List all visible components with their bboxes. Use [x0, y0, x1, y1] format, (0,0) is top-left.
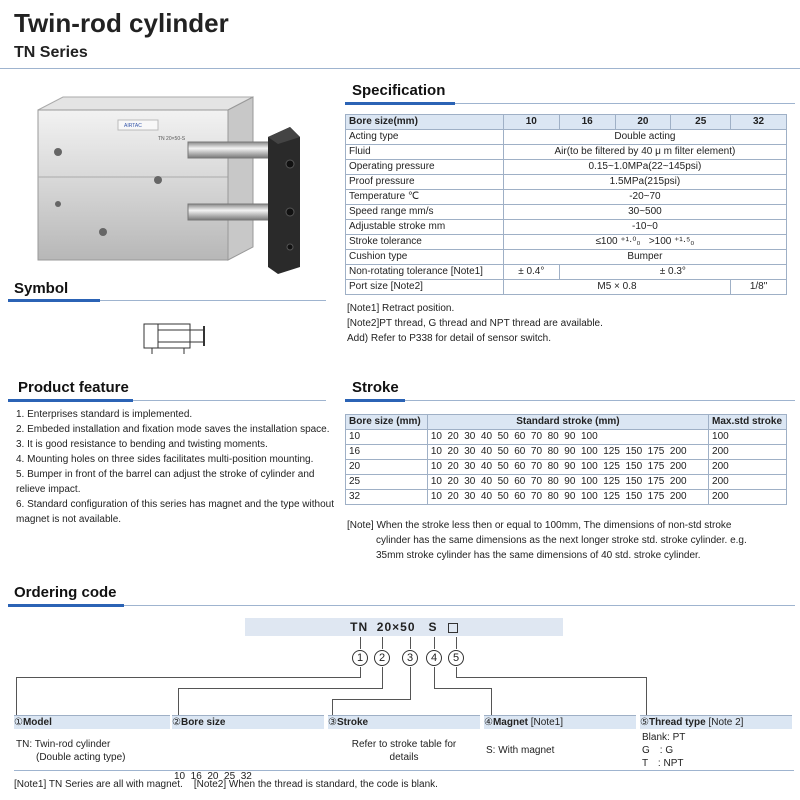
spec-value: Air(to be filtered by 40 μ m filter element)	[503, 145, 786, 160]
stroke-note-line: 35mm stroke cylinder has the same dimensions of 40 std. stroke cylinder.	[376, 550, 701, 561]
spec-value: Double acting	[503, 130, 786, 145]
spec-label: Adjustable stroke mm	[346, 220, 504, 235]
connector	[410, 637, 411, 649]
stroke-rule	[345, 400, 795, 401]
table-row	[346, 445, 787, 460]
order-line: G : G	[642, 745, 674, 756]
order-col-num: ④	[484, 717, 493, 728]
connector	[456, 637, 457, 649]
connector	[16, 677, 361, 678]
order-col-body	[642, 731, 792, 770]
stroke-bore: 10	[346, 430, 428, 445]
spec-value: M5 × 0.8	[503, 280, 730, 295]
spec-label: Proof pressure	[346, 175, 504, 190]
stroke-rule-accent	[345, 399, 405, 402]
order-col-body	[328, 738, 480, 764]
spec-label: Non-rotating tolerance [Note1]	[346, 265, 504, 280]
spec-label: Operating pressure	[346, 160, 504, 175]
spec-rule-accent	[345, 102, 455, 105]
order-line: S: With magnet	[486, 745, 555, 756]
spec-label: Stroke tolerance	[346, 235, 504, 250]
stroke-header: Bore size (mm)	[346, 415, 428, 430]
connector	[382, 667, 383, 688]
stroke-note	[347, 518, 747, 563]
spec-row	[346, 145, 787, 160]
product-model-label: TN 20×50-S	[158, 136, 186, 142]
list-item: 5. Bumper in front of the barrel can adjust the stroke of cylinder and relieve impact.	[16, 469, 315, 495]
spec-note: [Note2]PT thread, G thread and NPT thread are available.	[347, 318, 603, 329]
spec-value: 1.5MPa(215psi)	[503, 175, 786, 190]
feature-rule-accent	[8, 399, 133, 402]
order-col-note: [Note1]	[530, 717, 563, 728]
stroke-table	[345, 414, 787, 505]
order-col-num: ⑤	[640, 717, 649, 728]
order-line: T : NPT	[642, 758, 684, 769]
order-col-header	[172, 715, 324, 729]
order-col-num: ②	[172, 717, 181, 728]
symbol-rule-accent	[8, 299, 100, 302]
ordering-bottom-rule	[14, 770, 794, 771]
spec-bore-20: 20	[615, 115, 671, 130]
stroke-std: 10 20 30 40 50 60 70 80 90 100 125 150 175 200	[427, 460, 708, 475]
connector	[646, 677, 647, 715]
spec-heading: Specification	[352, 82, 446, 99]
code-circle-1: 1	[352, 650, 368, 666]
stroke-header: Standard stroke (mm)	[427, 415, 708, 430]
spec-row	[346, 130, 787, 145]
spec-row	[346, 280, 787, 295]
list-item: 6. Standard configuration of this series has magnet and the type without magnet is not available.	[16, 499, 334, 525]
order-col-header	[14, 715, 170, 729]
spec-bore-32: 32	[731, 115, 787, 130]
stroke-bore: 25	[346, 475, 428, 490]
stroke-heading: Stroke	[352, 379, 399, 396]
order-col-header	[484, 715, 636, 729]
spec-row	[346, 220, 787, 235]
stroke-bore: 32	[346, 490, 428, 505]
option-box-icon	[448, 623, 458, 633]
list-item: 4. Mounting holes on three sides facilitates multi-position mounting.	[16, 454, 314, 465]
ordering-heading: Ordering code	[14, 584, 117, 601]
spec-bore-16: 16	[559, 115, 615, 130]
code-circle-2: 2	[374, 650, 390, 666]
table-row	[346, 430, 787, 445]
spec-value: -10~0	[503, 220, 786, 235]
ordering-footnote: [Note1] TN Series are all with magnet. [Note2] When the thread is standard, the code is blank.	[14, 779, 438, 790]
stroke-tol-a: ≤100 ⁺¹·⁰₀	[595, 236, 641, 247]
stroke-std: 10 20 30 40 50 60 70 80 90 100 125 150 175 200	[427, 445, 708, 460]
spec-label: Cushion type	[346, 250, 504, 265]
connector	[434, 688, 492, 689]
stroke-note-line: cylinder has the same dimensions as the next longer stroke std. stroke cylinder. e.g.	[376, 535, 747, 546]
connector	[456, 677, 647, 678]
stroke-std: 10 20 30 40 50 60 70 80 90 100 125 150 175 200	[427, 475, 708, 490]
stroke-max: 200	[709, 490, 787, 505]
code-circle-4: 4	[426, 650, 442, 666]
spec-value: Bumper	[503, 250, 786, 265]
connector	[382, 637, 383, 649]
connector	[434, 667, 435, 688]
spec-value: 30~500	[503, 205, 786, 220]
spec-label: Fluid	[346, 145, 504, 160]
spec-value: 0.15~1.0MPa(22~145psi)	[503, 160, 786, 175]
spec-label: Port size [Note2]	[346, 280, 504, 295]
order-col-body	[16, 738, 168, 764]
order-col-body	[486, 744, 636, 757]
order-line: 10 16 20 25 32	[174, 771, 252, 782]
order-line: (Double acting type)	[36, 752, 126, 763]
spec-label: Acting type	[346, 130, 504, 145]
order-line: Refer to stroke table for	[351, 739, 457, 750]
order-line: TN: Twin-rod cylinder	[16, 739, 111, 750]
order-col-num: ③	[328, 717, 337, 728]
order-col-title: Thread type	[648, 717, 706, 728]
stroke-std: 10 20 30 40 50 60 70 80 90 100	[427, 430, 708, 445]
spec-value: ± 0.4°	[503, 265, 559, 280]
connector	[178, 688, 383, 689]
symbol-heading: Symbol	[14, 280, 69, 297]
order-col-note: [Note 2]	[708, 717, 744, 728]
stroke-bore: 20	[346, 460, 428, 475]
spec-value: 1/8"	[731, 280, 787, 295]
cylinder-symbol-icon	[138, 320, 208, 354]
connector	[434, 637, 435, 649]
spec-row	[346, 160, 787, 175]
connector	[360, 637, 361, 649]
product-image	[28, 92, 308, 282]
order-col-title: Stroke	[336, 717, 369, 728]
list-item: 2. Embeded installation and fixation mode saves the installation space.	[16, 424, 330, 435]
stroke-header: Max.std stroke	[709, 415, 787, 430]
spec-note: Add) Refer to P338 for detail of sensor switch.	[347, 333, 551, 344]
spec-bore-10: 10	[503, 115, 559, 130]
stroke-tol-b: >100 ⁺¹·⁵₀	[648, 236, 695, 247]
stroke-note-line: [Note] When the stroke less then or equal to 100mm, The dimensions of non-std stroke	[347, 520, 732, 531]
ordering-code-bar	[245, 618, 563, 636]
stroke-max: 200	[709, 475, 787, 490]
order-line: Blank: PT	[642, 732, 686, 743]
order-line: details	[389, 752, 419, 763]
ordering-rule-accent	[8, 604, 124, 607]
spec-table	[345, 114, 787, 295]
spec-row	[346, 190, 787, 205]
connector	[332, 699, 333, 715]
connector	[178, 688, 179, 715]
order-col-header	[328, 715, 480, 729]
spec-bore-25: 25	[671, 115, 731, 130]
spec-notes	[347, 301, 603, 346]
connector	[410, 667, 411, 699]
stroke-max: 200	[709, 460, 787, 475]
connector	[491, 688, 492, 715]
stroke-max: 200	[709, 445, 787, 460]
order-col-title: Bore size	[180, 717, 226, 728]
list-item: 1. Enterprises standard is implemented.	[16, 409, 193, 420]
ordering-code: TN 20×50 S	[350, 620, 438, 634]
order-col-header	[640, 715, 792, 729]
order-col-title: Magnet	[492, 717, 528, 728]
spec-label: Temperature ℃	[346, 190, 504, 205]
spec-header-label: Bore size(mm)	[346, 115, 504, 130]
connector	[332, 699, 411, 700]
stroke-max: 100	[709, 430, 787, 445]
spec-row	[346, 265, 787, 280]
stroke-std: 10 20 30 40 50 60 70 80 90 100 125 150 175 200	[427, 490, 708, 505]
list-item: 3. It is good resistance to bending and twisting moments.	[16, 439, 268, 450]
connector	[456, 667, 457, 677]
spec-row	[346, 250, 787, 265]
code-circle-3: 3	[402, 650, 418, 666]
order-col-title: Model	[22, 717, 52, 728]
spec-row	[346, 205, 787, 220]
spec-value	[503, 235, 786, 250]
series-subtitle: TN Series	[14, 44, 88, 61]
spec-label: Speed range mm/s	[346, 205, 504, 220]
spec-row	[346, 175, 787, 190]
table-row	[346, 460, 787, 475]
order-col-num: ①	[14, 717, 23, 728]
spec-value: ± 0.3°	[559, 265, 786, 280]
spec-note: [Note1] Retract position.	[347, 303, 455, 314]
connector	[16, 677, 17, 715]
page-title: Twin-rod cylinder	[14, 8, 229, 38]
feature-list	[16, 407, 334, 527]
product-brand-label: AIRTAC	[124, 123, 142, 129]
ordering-rule	[8, 605, 795, 606]
stroke-bore: 16	[346, 445, 428, 460]
spec-row	[346, 235, 787, 250]
table-row	[346, 475, 787, 490]
title-divider	[0, 68, 800, 69]
feature-heading: Product feature	[18, 379, 129, 396]
table-row	[346, 490, 787, 505]
connector	[360, 667, 361, 677]
code-circle-5: 5	[448, 650, 464, 666]
spec-value: -20~70	[503, 190, 786, 205]
